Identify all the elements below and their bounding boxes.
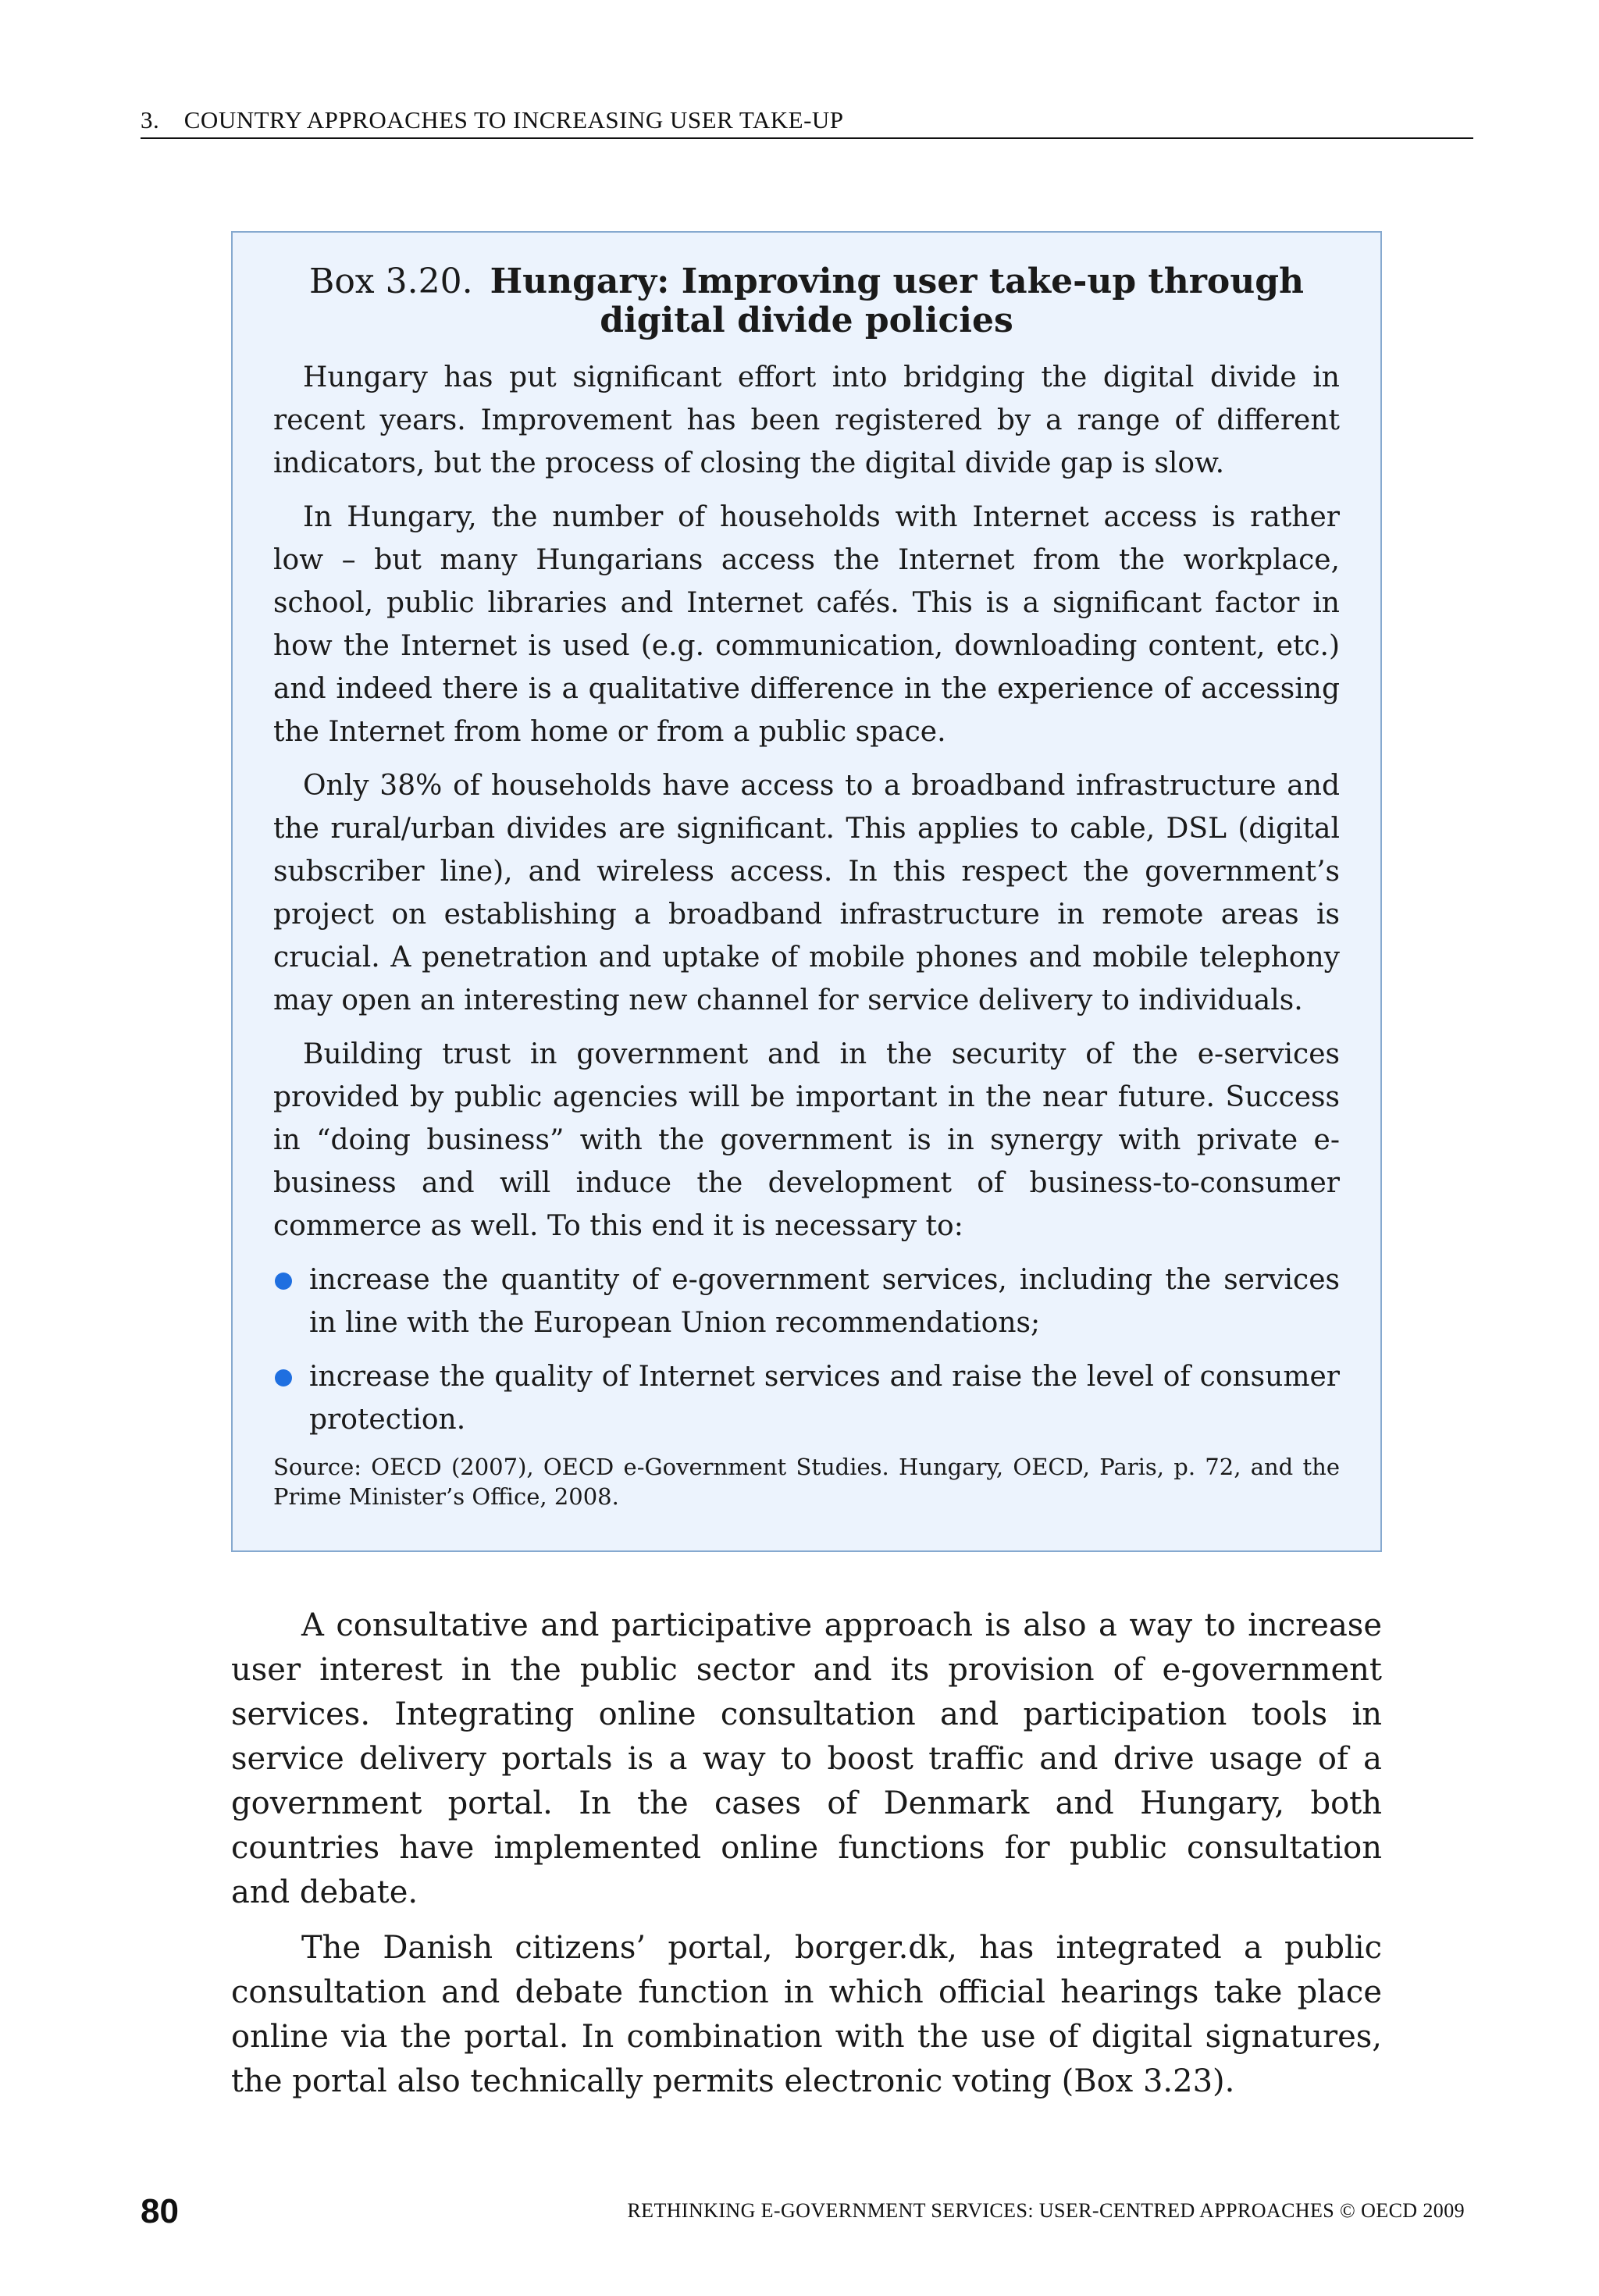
- box-bullet-item: [273, 1355, 1340, 1441]
- publication-footer: RETHINKING E-GOVERNMENT SERVICES: USER-CENTRED APPROACHES © OECD 2009: [627, 2199, 1465, 2222]
- box-paragraph: Building trust in government and in the security of the e-services provided by public agencies will be important in the near future. Success in “doing business” with the government is in synergy with private e-business and will induce the development of business-to-consumer commerce as well. To this end it is necessary to:: [273, 1038, 1340, 1242]
- box-bullet-list: [273, 1258, 1340, 1441]
- box-bullet-item: [273, 1258, 1340, 1344]
- page-number: 80: [141, 2192, 179, 2230]
- main-body-text: [231, 1604, 1382, 2115]
- box-heading: Hungary: Improving user take-up through digital divide policies: [490, 262, 1304, 340]
- box-paragraph: Only 38% of households have access to a broadband infrastructure and the rural/urban divides are significant. This applies to cable, DSL (digital subscriber line), and wireless access. In this respect the government’s project on establishing a broadband infrastructure in remote areas is crucial. A penetration and uptake of mobile phones and mobile telephony may open an interesting new channel for service delivery to individuals.: [273, 770, 1340, 1016]
- box-label: Box 3.20.: [308, 262, 473, 301]
- box-bullet-text: increase the quantity of e-government services, including the services in line with the European Union recommendations;: [309, 1264, 1340, 1339]
- body-paragraph: The Danish citizens’ portal, borger.dk, has integrated a public consultation and debate function in which official hearings take place online via the portal. In combination with the use of digital signatures, the portal also technically permits electronic voting (Box 3.23).: [231, 1930, 1382, 2099]
- box-paragraph: Hungary has put significant effort into bridging the digital divide in recent years. Improvement has been registered by a range of different indicators, but the process of closing the digital divide gap is slow.: [273, 361, 1340, 479]
- box-paragraph: In Hungary, the number of households with Internet access is rather low – but many Hungarians access the Internet from the workplace, school, public libraries and Internet cafés. This is a significant factor in how the Internet is used (e.g. communication, downloading content, etc.) and indeed there is a qualitative difference in the experience of accessing the Internet from home or from a public space.: [273, 501, 1340, 748]
- running-header: [141, 106, 1473, 139]
- running-header-title: 3. COUNTRY APPROACHES TO INCREASING USER TAKE-UP: [141, 106, 844, 133]
- box-source-note: Source: OECD (2007), OECD e-Government Studies. Hungary, OECD, Paris, p. 72, and the Prime Minister’s Office, 2008.: [273, 1454, 1340, 1510]
- box-title: [273, 262, 1340, 340]
- box-3-20: [231, 231, 1382, 1552]
- bullet-dot-icon: [275, 1369, 292, 1386]
- box-bullet-text: increase the quality of Internet services and raise the level of consumer protection.: [309, 1361, 1340, 1436]
- body-paragraph: A consultative and participative approach is also a way to increase user interest in the public sector and its provision of e-government services. Integrating online consultation and participation tools in service delivery portals is a way to boost traffic and drive usage of a government portal. In the cases of Denmark and Hungary, both countries have implemented online functions for public consultation and debate.: [231, 1607, 1382, 1910]
- bullet-dot-icon: [275, 1273, 292, 1290]
